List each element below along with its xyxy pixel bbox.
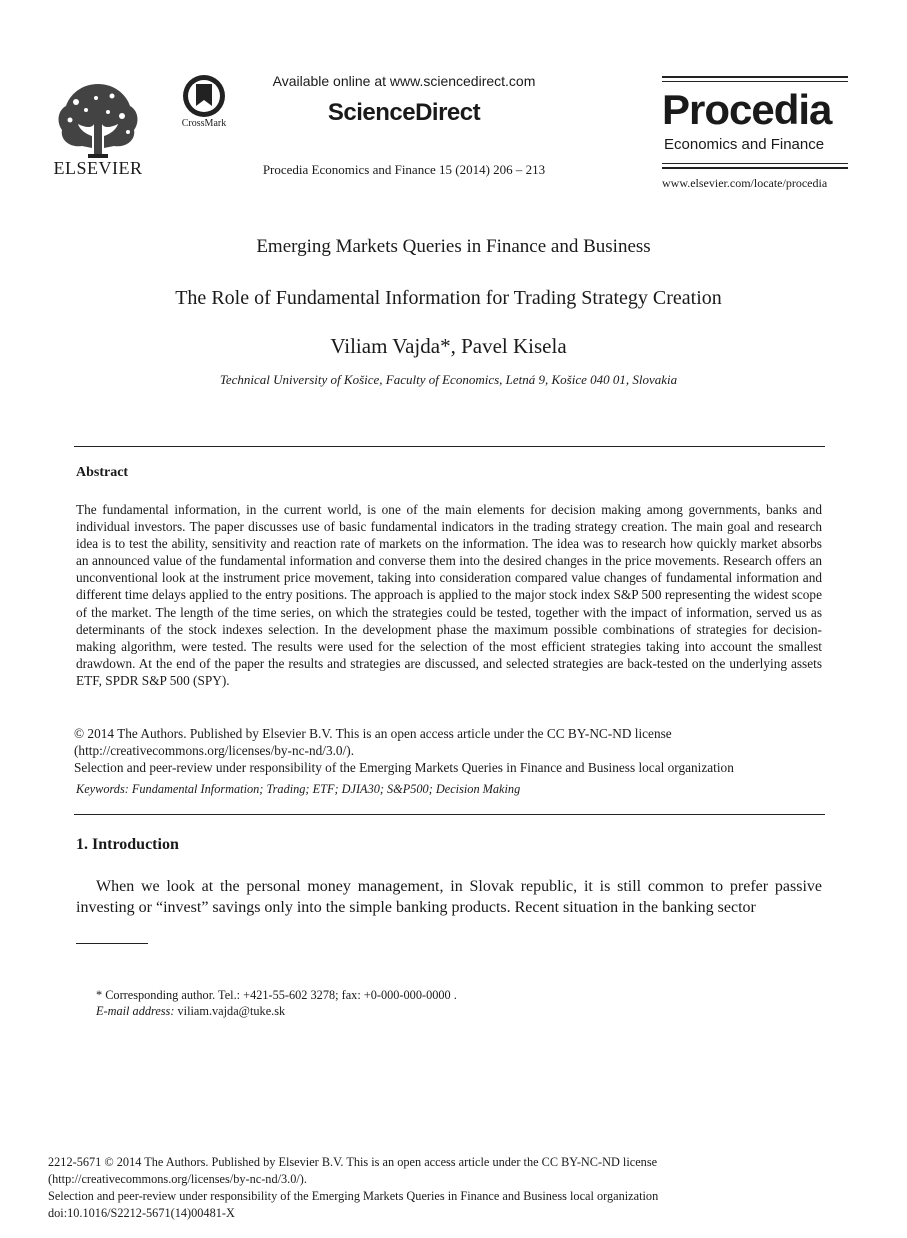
crossmark-label: CrossMark (181, 118, 227, 129)
abstract-heading: Abstract (76, 465, 129, 480)
peer-review-line: Selection and peer-review under responsibility of the Emerging Markets Queries in Finance and Business local organization (74, 760, 734, 775)
bottom-license-link[interactable]: (http://creativecommons.org/licenses/by-nc-nd/3.0/). (48, 1172, 307, 1186)
bottom-peer-review-line: Selection and peer-review under responsibility of the Emerging Markets Queries in Finance and Business local organization (48, 1189, 659, 1203)
procedia-subtitle: Economics and Finance (664, 136, 825, 153)
section-divider (74, 446, 825, 447)
elsevier-wordmark: ELSEVIER (53, 158, 143, 178)
email-line (96, 1003, 796, 1019)
available-online-text: Available online at www.sciencedirect.com (272, 73, 536, 89)
bottom-publication-info (48, 1154, 848, 1222)
footnote-rule (76, 943, 148, 944)
keywords-line: Keywords: Fundamental Information; Trading; ETF; DJIA30; S&P500; Decision Making (76, 782, 521, 796)
footnote-block (96, 987, 796, 1019)
journal-citation: Procedia Economics and Finance 15 (2014) 206 – 213 (262, 162, 546, 177)
paper-authors: Viliam Vajda*, Pavel Kisela (330, 334, 567, 358)
license-link[interactable]: (http://creativecommons.org/licenses/by-nc-nd/3.0/). (74, 743, 355, 758)
sciencedirect-wordmark: ScienceDirect (327, 99, 481, 126)
email-address[interactable]: viliam.vajda@tuke.sk (174, 1004, 286, 1018)
journal-url-link[interactable]: www.elsevier.com/locate/procedia (662, 176, 828, 190)
doi-line[interactable]: doi:10.1016/S2212-5671(14)00481-X (48, 1206, 235, 1220)
author-affiliation: Technical University of Košice, Faculty of Economics, Letná 9, Košice 040 01, Slovakia (219, 372, 678, 387)
issn-copyright-line: 2212-5671 © 2014 The Authors. Published by Elsevier B.V. This is an open access article under the CC BY-NC-ND license (48, 1155, 658, 1169)
section-divider (74, 814, 825, 815)
introduction-heading: 1. Introduction (76, 836, 179, 853)
procedia-rule-top (662, 76, 848, 78)
corresponding-author-note: * Corresponding author. Tel.: +421-55-602 3278; fax: +0-000-000-0000 . (96, 988, 457, 1002)
procedia-rule-bottom-thin (662, 163, 848, 164)
conference-name: Emerging Markets Queries in Finance and Business (256, 236, 651, 257)
procedia-rule-bottom (662, 167, 848, 169)
copyright-block (74, 725, 824, 776)
email-label: E-mail address: (96, 1004, 175, 1018)
introduction-text: When we look at the personal money management, in Slovak republic, it is still common to prefer passive investing or “invest” savings only into the simple banking products. Recent situation in the banking sector (76, 878, 822, 916)
procedia-rule-top-thin (662, 81, 848, 82)
copyright-line: © 2014 The Authors. Published by Elsevier B.V. This is an open access article under the CC BY-NC-ND license (74, 726, 672, 741)
procedia-wordmark: Procedia (662, 86, 832, 133)
abstract-text: The fundamental information, in the current world, is one of the main elements for decision making among governments, banks and individual investors. The paper discusses use of basic fundamental indicators in the trading strategy creation. The main goal and research idea is to test the ability, sensitivity and reaction rate of markets on the information. The idea was to research how quickly market absorbs an announced value of the fundamental information and converse them into the desired changes in the price movements. Research offers an unconventional look at the instrument price movement, taking into consideration compared value changes of fundamental information and different time delays applied to the entry positions. The approach is applied to the major stock index S&P 500 representing the widest scope of the market. The length of the time series, on which the strategies could be tested, together with the impact of information, served us as determinants of the stock indexes selection. In the development phase the maximum possible combinations of strategies for decision-making algorithm, were tested. The results were used for the selection of the most efficient strategies taking into account the smallest drawdown. At the end of the paper the results and strategies are discussed, and selected strategies are back-tested on the underlying assets ETF, SPDR S&P 500 (SPY). (76, 502, 822, 688)
paper-title: The Role of Fundamental Information for Trading Strategy Creation (175, 287, 722, 309)
